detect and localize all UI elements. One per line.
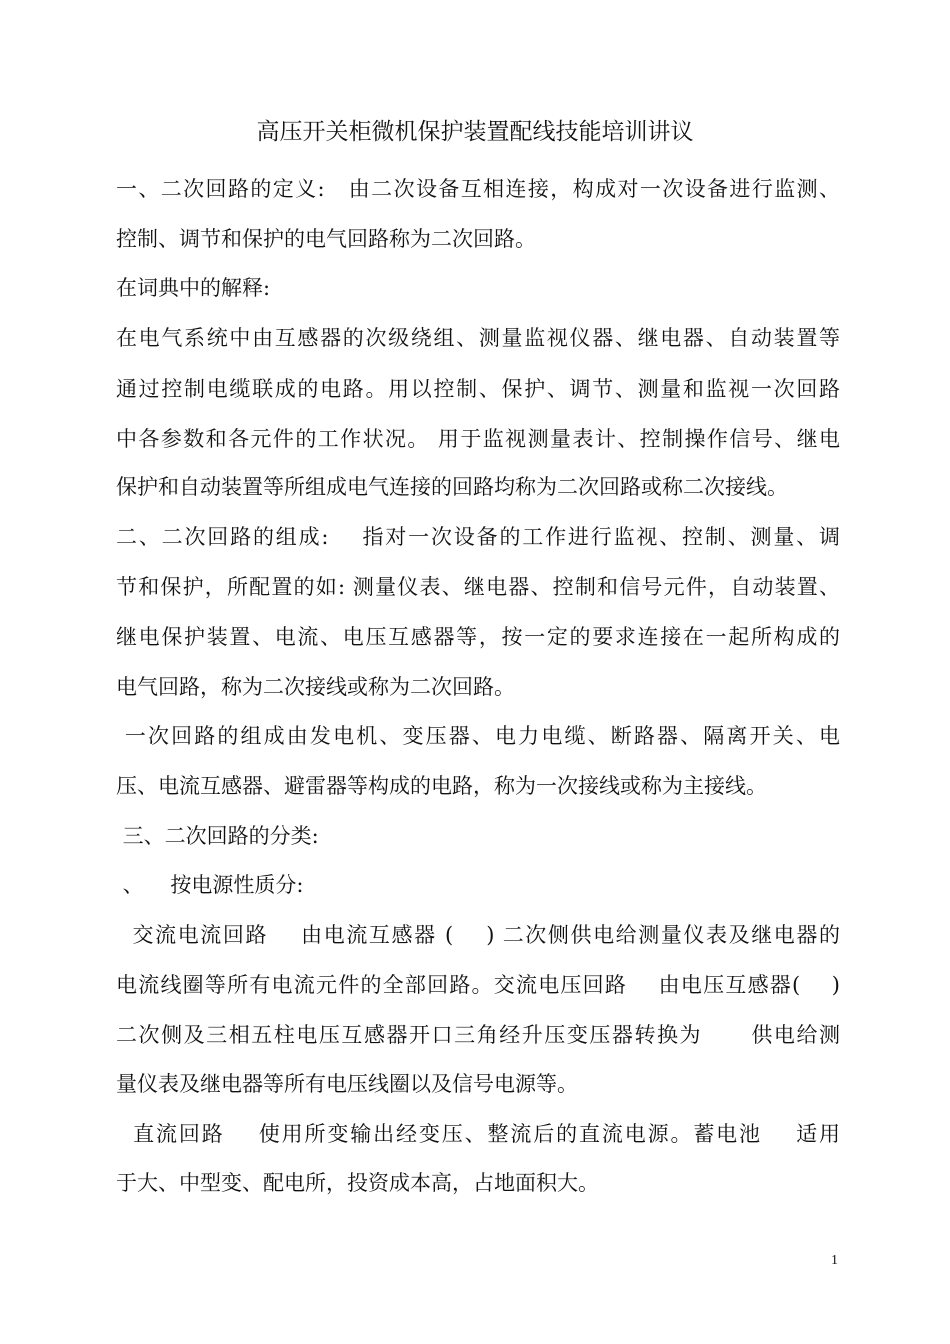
text-line-11: 电气回路，称为二次接线或称为二次回路。 xyxy=(116,675,515,699)
text-line-1: 一、二次回路的定义: 由二次设备互相连接，构成对一次设备进行监测、 xyxy=(116,177,840,201)
text-line-7: 保护和自动装置等所组成电气连接的回路均称为二次回路或称二次接线。 xyxy=(116,475,788,499)
text-line-21: 于大、中型变、配电所，投资成本高，占地面积大。 xyxy=(116,1171,599,1195)
text-line-5: 通过控制电缆联成的电路。用以控制、保护、调节、测量和监视一次回路 xyxy=(116,377,840,401)
text-line-2: 控制、调节和保护的电气回路称为二次回路。 xyxy=(116,227,536,251)
text-line-4: 在电气系统中由互感器的次级绕组、测量监视仪器、继电器、自动装置等 xyxy=(116,326,840,350)
document-title: 高压开关柜微机保护装置配线技能培训讲议 xyxy=(256,119,694,145)
text-line-9: 节和保护，所配置的如: 测量仪表、继电器、控制和信号元件，自动装置、 xyxy=(116,575,840,599)
text-line-10: 继电保护装置、电流、电压互感器等，按一定的要求连接在一起所构成的 xyxy=(116,625,840,649)
text-line-14: 三、二次回路的分类: xyxy=(116,824,319,848)
text-line-6: 中各参数和各元件的工作状况。 用于监视测量表计、控制操作信号、继电 xyxy=(116,427,840,451)
text-line-17: 电流线圈等所有电流元件的全部回路。交流电压回路 由电压互感器( ) xyxy=(116,973,840,997)
text-line-19: 量仪表及继电器等所有电压线圈以及信号电源等。 xyxy=(116,1072,578,1096)
text-line-13: 压、电流互感器、避雷器等构成的电路，称为一次接线或称为主接线。 xyxy=(116,774,767,798)
text-line-12: 一次回路的组成由发电机、变压器、电力电缆、断路器、隔离开关、电 xyxy=(116,724,840,748)
text-line-8: 二、二次回路的组成: 指对一次设备的工作进行监视、控制、测量、调 xyxy=(116,525,840,549)
text-line-20: 直流回路 使用所变输出经变压、整流后的直流电源。蓄电池 适用 xyxy=(116,1122,840,1146)
text-line-15: 、 按电源性质分: xyxy=(116,873,304,897)
text-line-3: 在词典中的解释: xyxy=(116,276,271,300)
page-number: 1 xyxy=(831,1253,838,1268)
text-line-16: 交流电流回路 由电流互感器 ( ) 二次侧供电给测量仪表及继电器的 xyxy=(116,923,840,947)
text-line-18: 二次侧及三相五柱电压互感器开口三角经升压变压器转换为 供电给测 xyxy=(116,1023,840,1047)
